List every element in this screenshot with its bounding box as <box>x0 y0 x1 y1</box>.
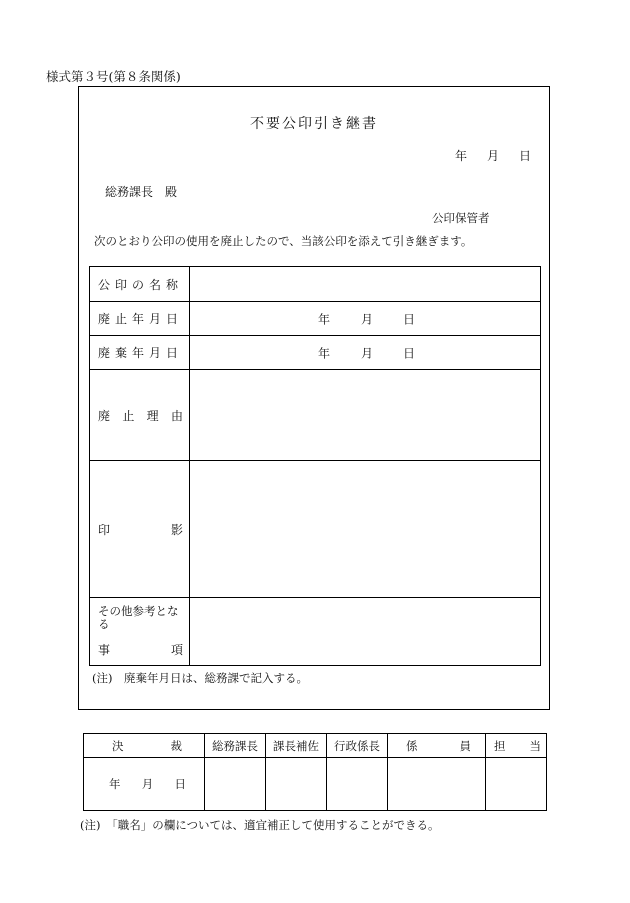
decision-char-1: 決 <box>112 738 124 753</box>
seal-name-label: 公印の名称 <box>90 267 190 302</box>
table-row-other <box>90 598 541 666</box>
table-row-seal-name <box>90 267 541 302</box>
in-charge-header <box>486 734 547 758</box>
in-charge-char-2: 当 <box>529 738 541 753</box>
deputy-chief-header: 課長補佐 <box>266 734 327 758</box>
decision-day: 日 <box>174 777 186 791</box>
staff-stamp[interactable] <box>388 758 486 811</box>
in-charge-char-1: 担 <box>494 738 506 753</box>
note-disposal-date: (注) 廃棄年月日は、総務課で記入する。 <box>92 671 308 685</box>
table-row-dispose-date <box>90 336 541 370</box>
reason-char-3: 理 <box>146 408 159 423</box>
in-charge-stamp[interactable] <box>486 758 547 811</box>
reason-char-4: 由 <box>170 408 183 423</box>
approval-header-row <box>84 734 547 758</box>
staff-char-2: 員 <box>459 738 471 753</box>
deputy-chief-stamp[interactable] <box>266 758 327 811</box>
reason-char-2: 止 <box>122 408 135 423</box>
dispose-month: 月 <box>361 346 374 360</box>
staff-header <box>388 734 486 758</box>
decision-year: 年 <box>109 777 121 791</box>
dispose-day: 日 <box>403 346 416 360</box>
decision-date-cell[interactable] <box>84 758 205 811</box>
table-row-abolish-date <box>90 302 541 336</box>
document-title: 不要公印引き継書 <box>250 116 378 132</box>
admin-chief-stamp[interactable] <box>327 758 388 811</box>
impression-char-2: 影 <box>170 522 183 537</box>
reason-label <box>90 370 190 461</box>
other-field[interactable] <box>190 598 541 666</box>
general-affairs-chief-stamp[interactable] <box>205 758 266 811</box>
impression-label <box>90 461 190 598</box>
impression-char-1: 印 <box>98 522 111 537</box>
reason-field[interactable] <box>190 370 541 461</box>
dispose-date-field[interactable] <box>190 336 541 370</box>
dispose-date-label: 廃棄年月日 <box>90 336 190 370</box>
reason-char-1: 廃 <box>98 408 111 423</box>
decision-header <box>84 734 205 758</box>
abolish-day: 日 <box>403 312 416 326</box>
header-date-day: 日 <box>519 149 532 163</box>
other-label <box>90 598 190 666</box>
other-char-2: 項 <box>170 643 183 658</box>
decision-month: 月 <box>141 777 154 791</box>
intro-text: 次のとおり公印の使用を廃止したので、当該公印を添えて引き継ぎます。 <box>94 234 473 248</box>
note-job-title: (注) 「職名」の欄については、適宜補正して使用することができる。 <box>80 818 440 832</box>
abolish-month: 月 <box>361 312 374 326</box>
other-char-1: 事 <box>98 643 111 658</box>
header-date-year: 年 <box>455 149 468 163</box>
abolish-date-label: 廃止年月日 <box>90 302 190 336</box>
other-line-1: その他参考となる <box>98 603 179 631</box>
seal-details-table <box>89 266 541 666</box>
approval-body-row <box>84 758 547 811</box>
staff-char-1: 係 <box>406 738 418 753</box>
form-number: 様式第３号(第８条関係) <box>46 69 181 84</box>
addressee: 総務課長 殿 <box>105 185 178 199</box>
seal-keeper-label: 公印保管者 <box>432 211 490 225</box>
abolish-year: 年 <box>318 312 331 326</box>
table-row-reason <box>90 370 541 461</box>
table-row-impression <box>90 461 541 598</box>
dispose-year: 年 <box>318 346 331 360</box>
impression-field[interactable] <box>190 461 541 598</box>
general-affairs-chief-header: 総務課長 <box>205 734 266 758</box>
approval-table <box>83 733 547 811</box>
seal-name-field[interactable] <box>190 267 541 302</box>
decision-char-2: 裁 <box>170 738 182 753</box>
admin-chief-header: 行政係長 <box>327 734 388 758</box>
abolish-date-field[interactable] <box>190 302 541 336</box>
header-date-month: 月 <box>487 149 500 163</box>
